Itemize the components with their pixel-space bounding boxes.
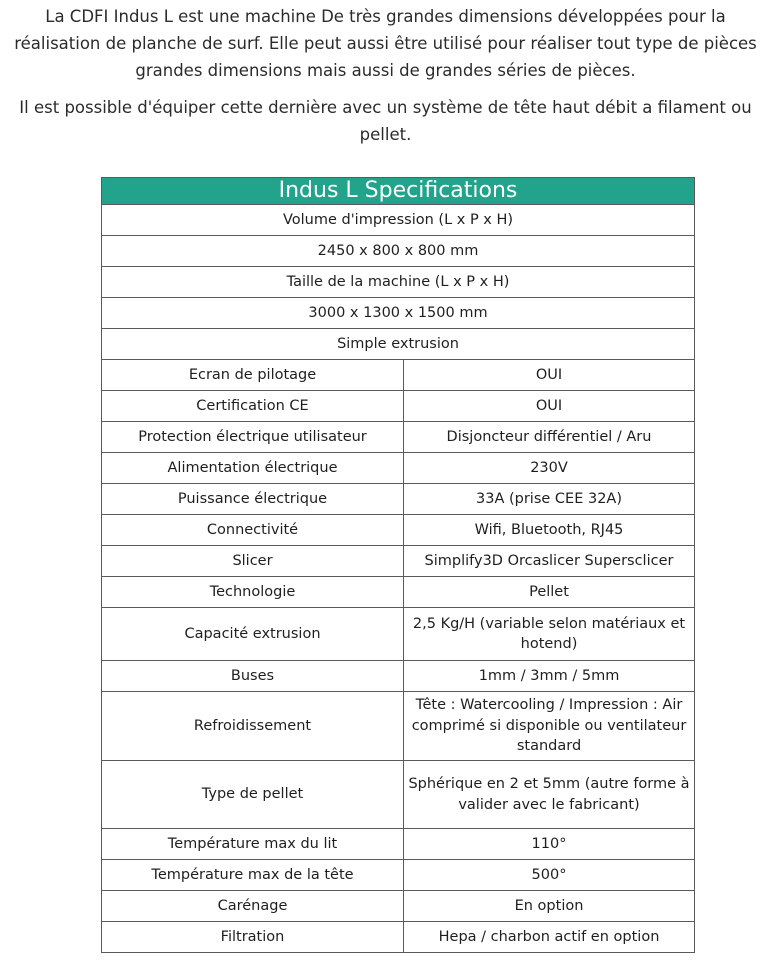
spec-value: 500°	[404, 860, 695, 891]
table-row	[102, 761, 695, 829]
table-row	[102, 267, 695, 298]
table-row	[102, 360, 695, 391]
spec-value: Tête : Watercooling / Impression : Air comprimé si disponible ou ventilateur standard	[404, 692, 695, 761]
spec-label: Alimentation électrique	[102, 453, 404, 484]
table-row	[102, 236, 695, 267]
table-row	[102, 661, 695, 692]
table-row	[102, 546, 695, 577]
spec-label: Filtration	[102, 922, 404, 953]
spec-label: Capacité extrusion	[102, 608, 404, 661]
spec-value: OUI	[404, 391, 695, 422]
table-row	[102, 692, 695, 761]
intro-paragraph-1: La CDFI Indus L est une machine De très grandes dimensions développées pour la réalisation de planche de surf. Elle peut aussi être utilisé pour réaliser tout type de pièces grandes dimensions mais aussi de grandes séries de pièces.	[14, 7, 757, 80]
table-title: Indus L Specifications	[102, 178, 695, 205]
intro-text	[0, 0, 771, 148]
spec-label: Technologie	[102, 577, 404, 608]
spec-label: Carénage	[102, 891, 404, 922]
table-row	[102, 515, 695, 546]
spec-label: Refroidissement	[102, 692, 404, 761]
table-row	[102, 608, 695, 661]
spec-label: Température max de la tête	[102, 860, 404, 891]
spec-label: Température max du lit	[102, 829, 404, 860]
intro-paragraph-2: Il est possible d'équiper cette dernière avec un système de tête haut débit a filament ou pellet.	[19, 98, 752, 144]
machine-size-value: 3000 x 1300 x 1500 mm	[102, 298, 695, 329]
table-row	[102, 577, 695, 608]
spec-value: Disjoncteur différentiel / Aru	[404, 422, 695, 453]
spec-value: Sphérique en 2 et 5mm (autre forme à valider avec le fabricant)	[404, 761, 695, 829]
spec-value: 33A (prise CEE 32A)	[404, 484, 695, 515]
spec-label: Certification CE	[102, 391, 404, 422]
table-title-row	[102, 178, 695, 205]
table-row	[102, 422, 695, 453]
print-volume-label: Volume d'impression (L x P x H)	[102, 205, 695, 236]
spec-value: OUI	[404, 360, 695, 391]
machine-size-label: Taille de la machine (L x P x H)	[102, 267, 695, 298]
table-row	[102, 829, 695, 860]
spec-value: Simplify3D Orcaslicer Supersclicer	[404, 546, 695, 577]
spec-label: Buses	[102, 661, 404, 692]
table-row	[102, 922, 695, 953]
spec-value: 230V	[404, 453, 695, 484]
spec-value: Hepa / charbon actif en option	[404, 922, 695, 953]
table-row	[102, 329, 695, 360]
spec-label: Ecran de pilotage	[102, 360, 404, 391]
extrusion-type: Simple extrusion	[102, 329, 695, 360]
table-row	[102, 891, 695, 922]
spec-label: Slicer	[102, 546, 404, 577]
spec-label: Puissance électrique	[102, 484, 404, 515]
table-row	[102, 860, 695, 891]
spec-label: Protection électrique utilisateur	[102, 422, 404, 453]
table-row	[102, 298, 695, 329]
spec-value: Wifi, Bluetooth, RJ45	[404, 515, 695, 546]
spec-value: En option	[404, 891, 695, 922]
table-row	[102, 391, 695, 422]
spec-value: 110°	[404, 829, 695, 860]
spec-value: 1mm / 3mm / 5mm	[404, 661, 695, 692]
table-row	[102, 484, 695, 515]
spec-value: Pellet	[404, 577, 695, 608]
spec-value: 2,5 Kg/H (variable selon matériaux et hotend)	[404, 608, 695, 661]
specifications-table	[101, 177, 695, 953]
spec-label: Type de pellet	[102, 761, 404, 829]
print-volume-value: 2450 x 800 x 800 mm	[102, 236, 695, 267]
table-row	[102, 453, 695, 484]
table-row	[102, 205, 695, 236]
spec-label: Connectivité	[102, 515, 404, 546]
